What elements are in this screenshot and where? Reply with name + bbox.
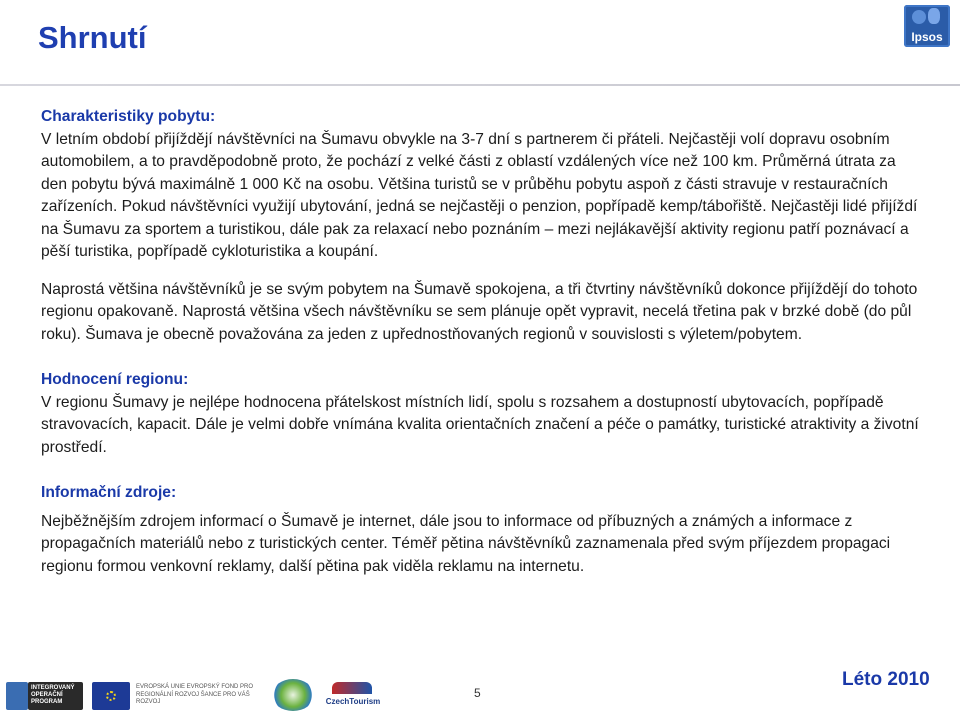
czechtourism-logo: [322, 680, 384, 710]
section-heading: Charakteristiky pobytu:: [41, 108, 216, 125]
page-number: 5: [474, 686, 481, 700]
title-divider: [0, 84, 960, 86]
slide-content: [41, 106, 921, 599]
czechtourism-emblem: [332, 682, 372, 694]
section-satisfaction: [41, 279, 921, 347]
section-rating: [41, 369, 921, 459]
section-sources: [41, 482, 921, 578]
section-heading: Informační zdroje:: [41, 484, 177, 501]
section-paragraph: Nejběžnějším zdrojem informací o Šumavě je internet, dále jsou to informace od příbuzných a známých a informace z propagačních materiálů nebo z turistických center. Téměř pětina návštěvníků zaznamenala před svým příjezdem propagaci regionu formou venkovní reklamy, další pětina pak viděla reklamu na internetu.: [41, 512, 891, 575]
season-label: Léto 2010: [842, 669, 930, 690]
sumava-logo: [272, 679, 314, 711]
eu-logo-text: EVROPSKÁ UNIE EVROPSKÝ FOND PRO REGIONÁLNÍ ROZVOJ ŠANCE PRO VÁŠ ROZVOJ: [136, 684, 254, 705]
iop-logo-text: INTEGROVANÝ OPERAČNÍ PROGRAM: [28, 682, 83, 710]
eu-stars-icon: [106, 691, 116, 701]
section-paragraph: V regionu Šumavy je nejlépe hodnocena přátelskost místních lidí, spolu s rozsahem a dostupností ubytovacích, popřípadě stravovacích, kapacit. Dále je velmi dobře vnímána kvalita orientačních značení a péče o památky, turistické atraktivity a životní prostředí.: [41, 393, 919, 456]
logo-shape: [928, 8, 940, 24]
ipsos-logo: [904, 5, 950, 47]
czechtourism-text: CzechTourism: [325, 697, 381, 706]
section-paragraph: Naprostá většina návštěvníků je se svým pobytem na Šumavě spokojena, a tři čtvrtiny návštěvníků dokonce přijíždějí do tohoto regionu opakovaně. Naprostá většina všech návštěvníku se sem plánuje opět vypravit, necelá třetina pak v brzké době (do půl roku). Šumava je obecně považována za jeden z upřednostňovaných regionů v souvislosti s výletem/pobytem.: [41, 280, 918, 343]
logo-text: Ipsos: [911, 30, 943, 44]
section-paragraph: V letním období přijíždějí návštěvníci na Šumavu obvykle na 3-7 dní s partnerem či přáteli. Nejčastěji volí dopravu osobním automobilem, a to pravděpodobně proto, že pochází z velké části z oblastí vzdálených více než 100 km. Průměrná útrata za den pobytu bývá maximálně 1 000 Kč na osobu. Většina turistů se v průběhu pobytu aspoň z části stravuje v restauračních zařízeních. Pokud návštěvníci využijí ubytování, jedná se nejčastěji o penzion, popřípadě kemp/tábořiště. Nejčastěji lidé přijíždí na Šumavu za sportem a turistikou, dále pak za relaxací nebo poznáním – mezi nejlákavější aktivity regionu patří poznávací a pěší turistika, popřípadě cykloturistika a koupání.: [41, 130, 918, 260]
logo-shape: [912, 10, 926, 24]
iop-logo: [6, 682, 28, 710]
eu-flag-logo: [92, 682, 130, 710]
section-characteristics: [41, 106, 921, 264]
slide-title: Shrnutí: [38, 20, 147, 55]
section-heading: Hodnocení regionu:: [41, 371, 189, 388]
